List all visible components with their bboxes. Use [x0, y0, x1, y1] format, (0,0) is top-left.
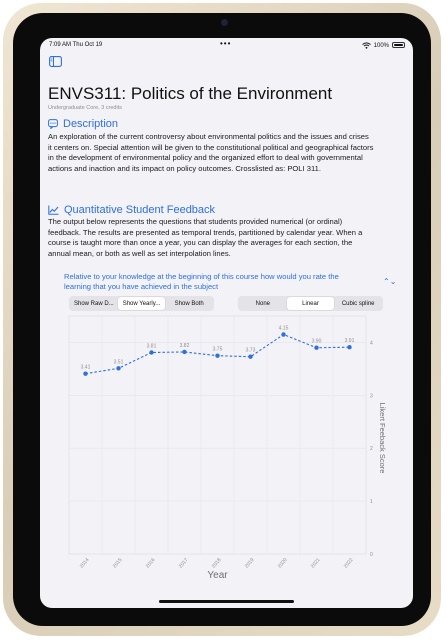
front-camera [221, 19, 228, 26]
feedback-line-chart [40, 38, 413, 608]
x-tick-label: 2018 [210, 557, 223, 570]
x-axis-label: Year [207, 570, 228, 581]
data-label: 3.91 [344, 338, 355, 345]
y-tick-label: 3 [370, 393, 373, 400]
y-tick-label: 0 [370, 552, 373, 558]
y-tick-label: 4 [370, 340, 373, 347]
data-point [314, 346, 318, 350]
chevron-up-down-icon[interactable]: ⌃⌄ [383, 277, 397, 286]
data-point [281, 332, 285, 336]
data-label: 3.73 [245, 347, 256, 354]
data-point [116, 366, 120, 370]
x-tick-label: 2014 [78, 557, 91, 570]
y-tick-label: 1 [370, 499, 373, 506]
battery-percent: 100% [373, 42, 389, 49]
data-point [149, 350, 153, 354]
ipad-frame [3, 3, 441, 636]
multitasking-dots[interactable]: ••• [220, 39, 232, 48]
y-tick-label: 2 [370, 446, 373, 453]
x-tick-label: 2015 [111, 557, 124, 570]
data-point [215, 353, 219, 357]
data-label: 4.15 [278, 325, 289, 332]
x-tick-label: 2022 [342, 557, 355, 570]
description-heading-label: Description [63, 118, 119, 130]
seg-show-both[interactable]: Show Both [174, 300, 204, 307]
course-title: ENVS311: Politics of the Environment [48, 84, 333, 103]
data-label: 3.81 [146, 343, 157, 350]
data-point [83, 371, 87, 375]
description-text: An exploration of the current controversy about environmental politics and the issues and crises it centers on. Special attention will be given to the constitutional political and geographical factors in the development of environmental policy and the organized effort to deal with governmental actions and inaction and its impact on policy outcomes. Crosslisted as: POLI 311. [48, 132, 374, 173]
seg-show-raw[interactable]: Show Raw D... [73, 300, 114, 307]
x-tick-label: 2017 [177, 557, 190, 570]
feedback-text: The output below represents the questions that students provided numerical (or ordinal) feedback. The results are presented as temporal trends, partitioned by calendar year. When a course is taught more than once a year, you can display the averages for each section, the annual mean, or both as well as set interpolation lines. [48, 217, 363, 258]
x-tick-label: 2020 [276, 557, 289, 570]
feedback-heading-label: Quantitative Student Feedback [64, 204, 216, 216]
data-point [182, 350, 186, 354]
course-subtitle: Undergraduate Core, 3 credits [48, 105, 122, 111]
data-label: 3.51 [113, 359, 124, 366]
x-tick-label: 2019 [243, 557, 256, 570]
data-point [347, 345, 351, 349]
data-label: 3.82 [179, 342, 190, 349]
home-indicator[interactable] [159, 600, 294, 603]
seg-interp-none[interactable]: None [255, 300, 270, 307]
data-label: 3.90 [311, 338, 322, 345]
seg-show-yearly[interactable]: Show Yearly... [118, 297, 166, 310]
status-time: 7:09 AM [49, 42, 72, 48]
data-label: 3.75 [212, 346, 223, 353]
data-point [248, 355, 252, 359]
data-label: 3.41 [80, 364, 91, 371]
seg-interp-linear[interactable]: Linear [287, 297, 335, 310]
x-tick-label: 2021 [309, 557, 322, 570]
x-tick-label: 2016 [144, 557, 157, 570]
question-picker[interactable]: Relative to your knowledge at the beginning of this course how would you rate the learning that you have achieved in the subject [64, 272, 339, 291]
app-screen [40, 38, 413, 608]
y-axis-label: Likert Feeback Score [378, 402, 387, 474]
seg-interp-cubic[interactable]: Cubic spline [341, 300, 375, 307]
status-date: Thu Oct 19 [72, 42, 103, 48]
